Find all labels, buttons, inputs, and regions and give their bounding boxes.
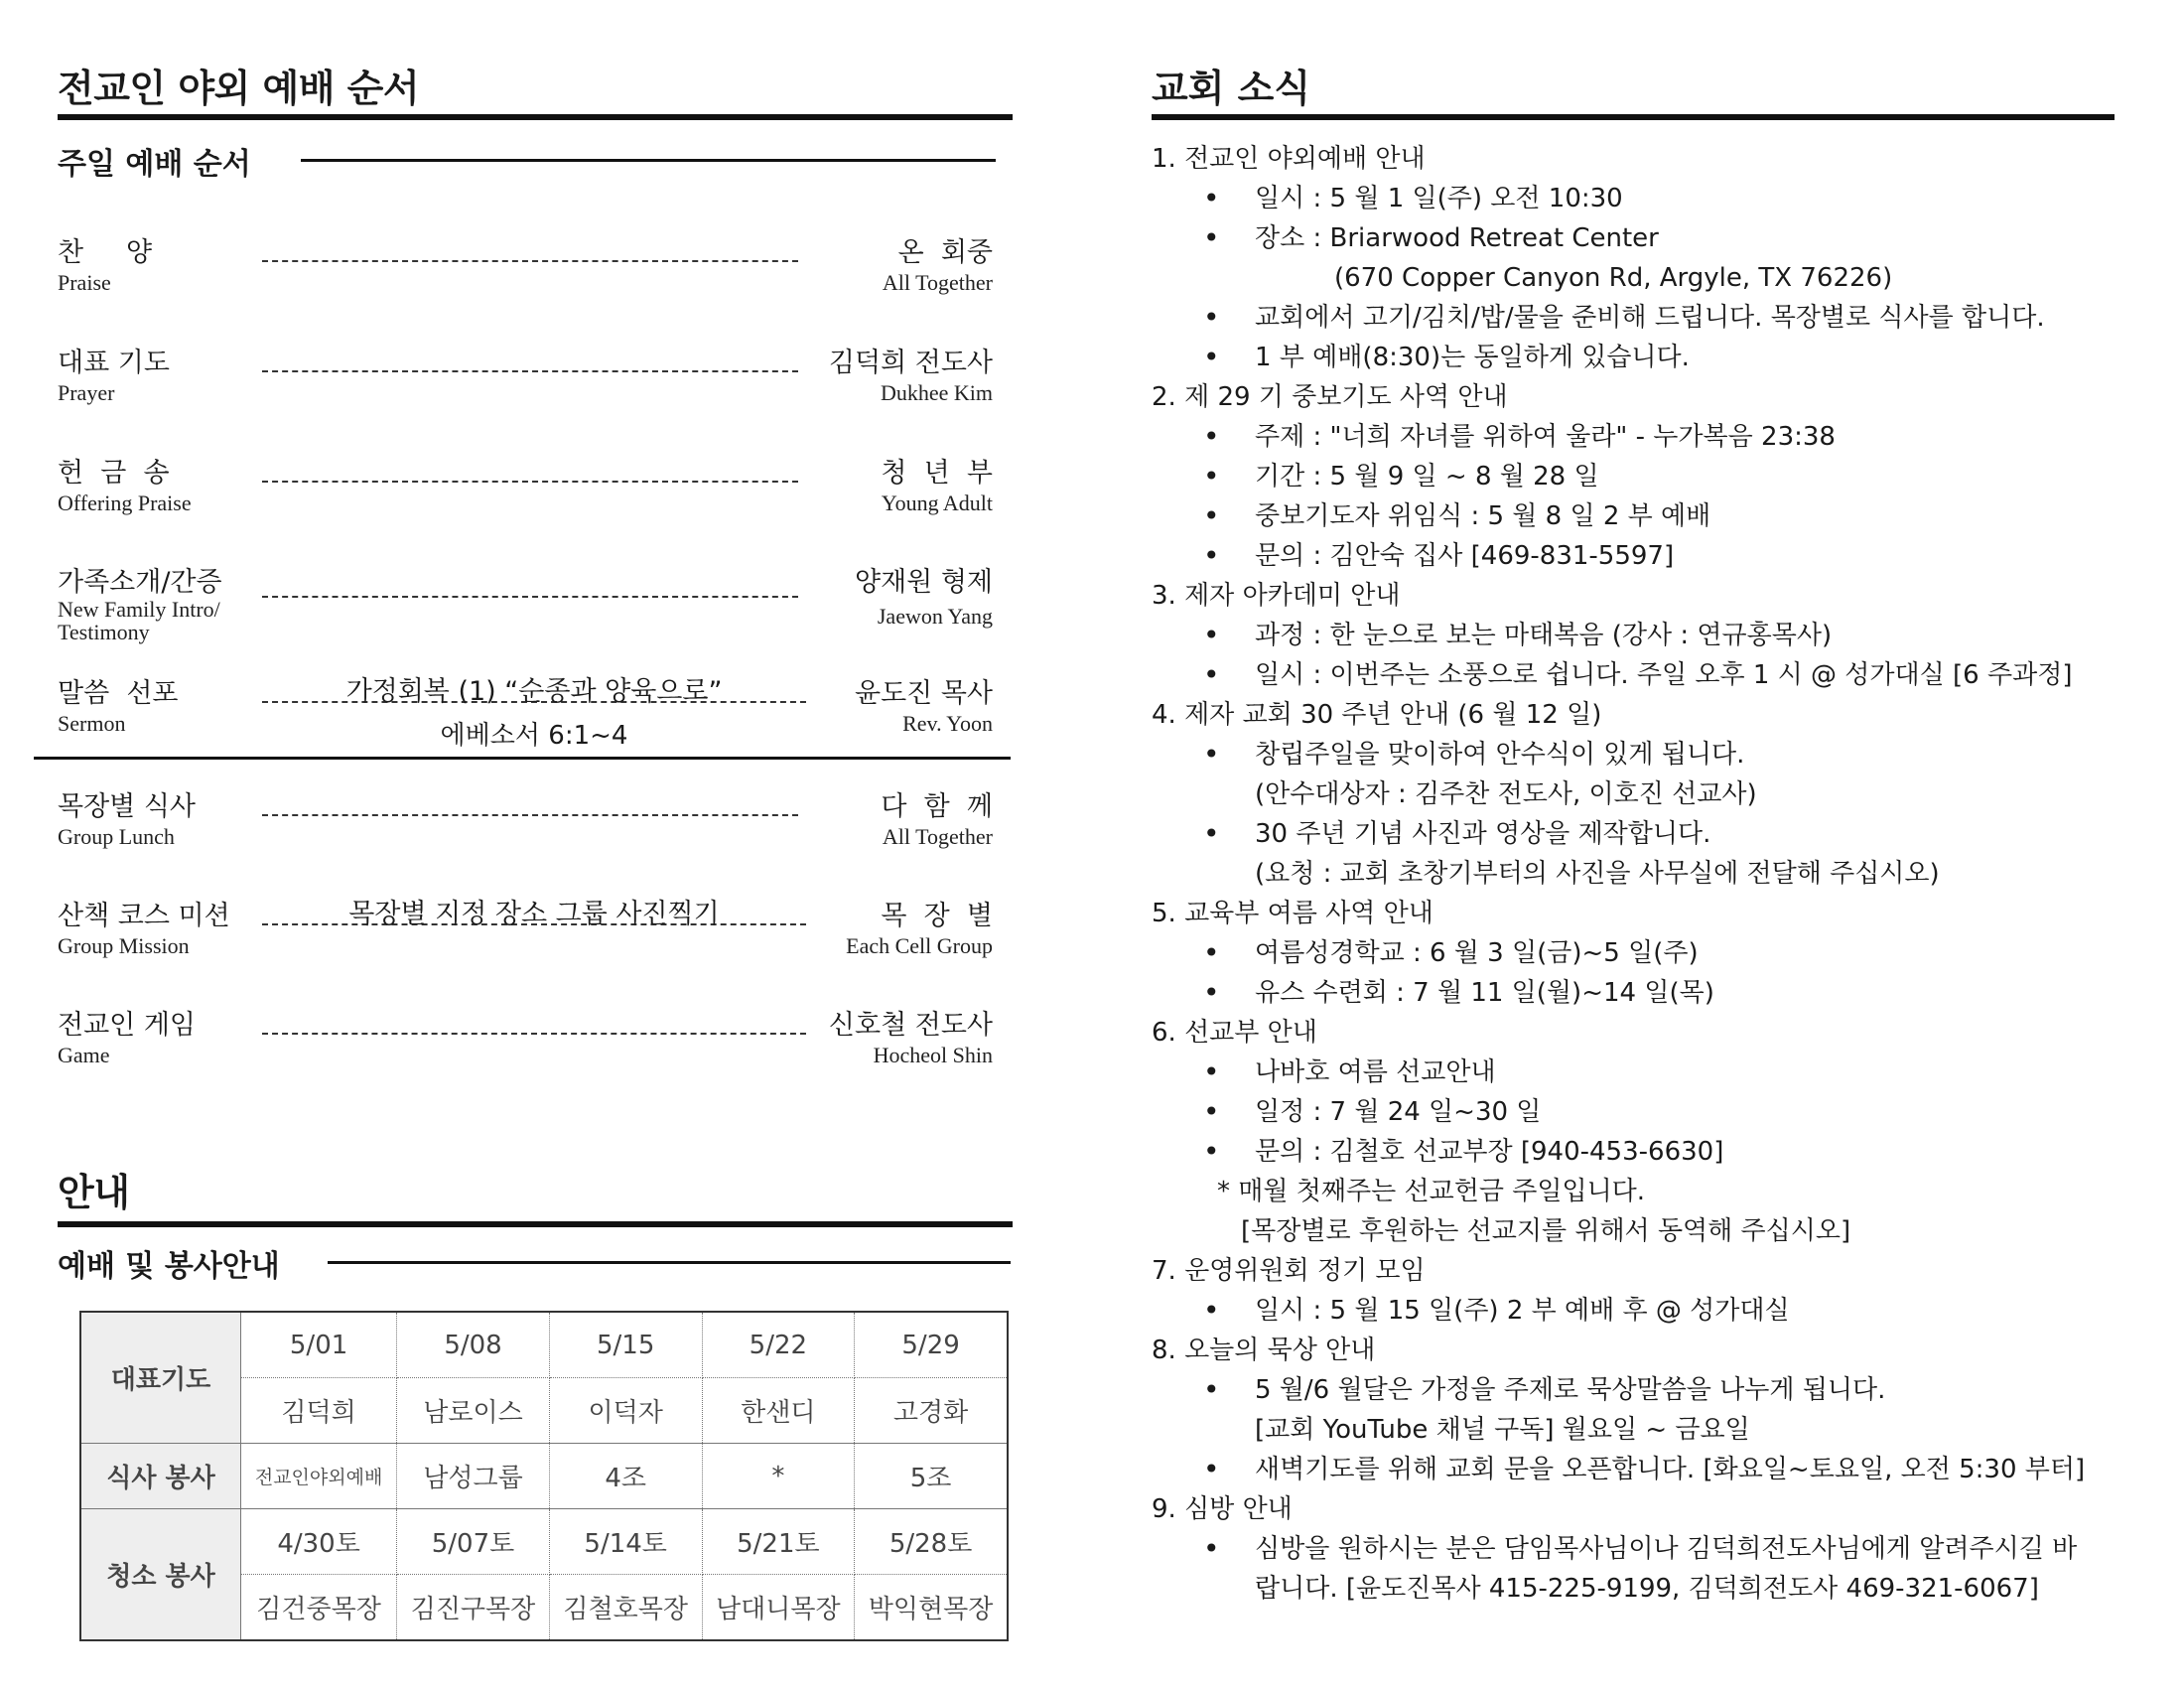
leader-dots <box>262 596 798 598</box>
news-bullets <box>1152 616 2174 695</box>
order-item-ko: 헌 금 송 <box>58 458 170 489</box>
list-item: • 기간 : 5 월 9 일 ~ 8 월 28 일 <box>1152 457 2174 496</box>
order-item-ko: 전교인 게임 <box>58 1010 196 1041</box>
order-leader-ko: 목 장 별 <box>881 901 993 931</box>
list-item: • 중보기도자 위임식 : 5 월 8 일 2 부 예배 <box>1152 496 2174 536</box>
table-cell: 남로이스 <box>397 1378 550 1444</box>
table-cell: 한샌디 <box>702 1378 855 1444</box>
news-bullets <box>1152 417 2174 576</box>
order-leader-ko: 김덕희 전도사 <box>828 348 993 378</box>
list-item: • 창립주일을 맞이하여 안수식이 있게 됩니다. <box>1152 735 2174 774</box>
news-heading: 6. 선교부 안내 <box>1152 1018 1317 1048</box>
order-item-ko: 목장별 식사 <box>58 791 196 822</box>
list-item-continued: (요청 : 교회 초창기부터의 사진을 사무실에 전달해 주십시오) <box>1255 859 1940 889</box>
order-leader-ko: 온 회중 <box>897 237 993 268</box>
title-rule <box>58 1221 1013 1227</box>
order-item-en: Offering Praise <box>58 491 192 515</box>
list-item: • 일시 : 5 월 1 일(주) 오전 10:30 <box>1152 179 2174 218</box>
row-header: 청소 봉사 <box>80 1509 241 1641</box>
order-row-lunch <box>0 784 1032 884</box>
order-row-game <box>0 1003 1032 1102</box>
list-item: • 나바호 여름 선교안내 <box>1152 1053 2174 1092</box>
table-cell: 5/22 <box>702 1312 855 1378</box>
order-leader-ko: 청 년 부 <box>881 458 993 489</box>
list-item: • 일시 : 5 월 15 일(주) 2 부 예배 후 @ 성가대실 <box>1152 1291 2174 1331</box>
order-leader-ko: 윤도진 목사 <box>855 678 993 709</box>
row-header: 대표기도 <box>80 1312 241 1444</box>
worship-title: 전교인 야외 예배 순서 <box>58 67 420 110</box>
table-row <box>80 1312 1008 1378</box>
leader-dots <box>262 1033 806 1035</box>
list-item: • 일시 : 이번주는 소풍으로 쉽니다. 주일 오후 1 시 @ 성가대실 [6 주과정] <box>1152 655 2174 695</box>
table-cell: 이덕자 <box>549 1378 702 1444</box>
order-row-testimony <box>0 560 1032 659</box>
list-item: • 문의 : 김철호 선교부장 [940-453-6630] <box>1152 1132 2174 1172</box>
leader-dots <box>262 370 798 372</box>
list-item: • 주제 : "너희 자녀를 위하여 울라" - 누가복음 23:38 <box>1152 417 2174 457</box>
news-bullets <box>1152 1450 2174 1489</box>
order-leader-en: Jaewon Yang <box>877 604 993 629</box>
notice-title: 안내 <box>58 1171 130 1214</box>
order-leader-en: Hocheol Shin <box>873 1043 993 1067</box>
table-cell: 박익현목장 <box>855 1575 1008 1641</box>
table-cell: 4/30토 <box>241 1509 397 1575</box>
order-leader-ko: 양재원 형제 <box>855 567 993 598</box>
list-item-continued: 랍니다. [윤도진목사 415-225-9199, 김덕희전도사 469-321-6067] <box>1255 1574 2039 1604</box>
table-cell: 김진구목장 <box>397 1575 550 1641</box>
news-heading: 9. 심방 안내 <box>1152 1494 1293 1524</box>
order-item-en: Praise <box>58 270 111 295</box>
list-item: • 일정 : 7 월 24 일~30 일 <box>1152 1092 2174 1132</box>
title-rule <box>58 114 1013 120</box>
table-cell: 5/07토 <box>397 1509 550 1575</box>
order-leader-en: Dukhee Kim <box>880 380 993 405</box>
notice-subtitle: 예배 및 봉사안내 <box>58 1249 280 1284</box>
order-row-praise <box>0 230 1032 330</box>
news-heading: 3. 제자 아카데미 안내 <box>1152 581 1401 611</box>
sermon-scripture: 에베소서 6:1~4 <box>440 721 628 751</box>
list-item: • 과정 : 한 눈으로 보는 마태복음 (강사 : 연규홍목사) <box>1152 616 2174 655</box>
news-heading: 2. 제 29 기 중보기도 사역 안내 <box>1152 382 1508 412</box>
news-heading: 5. 교육부 여름 사역 안내 <box>1152 899 1433 928</box>
leader-dots <box>262 814 798 816</box>
order-item-en: Prayer <box>58 380 115 405</box>
table-cell: 고경화 <box>855 1378 1008 1444</box>
worship-order-panel <box>0 0 1032 1688</box>
subtitle-rule <box>328 1261 1011 1264</box>
news-heading: 4. 제자 교회 30 주년 안내 (6 월 12 일) <box>1152 700 1602 730</box>
list-item: • 새벽기도를 위해 교회 문을 오픈합니다. [화요일~토요일, 오전 5:30 부터] <box>1152 1450 2174 1489</box>
row-header: 식사 봉사 <box>80 1444 241 1509</box>
order-item-ko: 산책 코스 미션 <box>58 901 230 931</box>
table-cell: 4조 <box>549 1444 702 1509</box>
order-leader-en: Each Cell Group <box>846 933 993 958</box>
mission-description: 목장별 지정 장소 그룹 사진찍기 <box>348 899 720 929</box>
news-bullets <box>1152 1053 2174 1172</box>
news-heading: 7. 운영위원회 정기 모임 <box>1152 1256 1426 1286</box>
sermon-title: 가정회복 (1) “순종과 양육으로” <box>345 676 723 707</box>
table-row <box>80 1444 1008 1509</box>
list-item: • 유스 수련회 : 7 월 11 일(월)~14 일(목) <box>1152 973 2174 1013</box>
title-rule <box>1152 114 2115 120</box>
news-bullets <box>1152 933 2174 1013</box>
table-cell: 5/21토 <box>702 1509 855 1575</box>
table-cell: * <box>702 1444 855 1509</box>
table-cell: 5/28토 <box>855 1509 1008 1575</box>
worship-subtitle: 주일 예배 순서 <box>58 147 251 182</box>
order-row-prayer <box>0 341 1032 440</box>
order-item-en: Game <box>58 1043 110 1067</box>
mission-note: [목장별로 후원하는 선교지를 위해서 동역해 주십시오] <box>1241 1216 1851 1246</box>
order-item-ko: 찬 양 <box>58 237 153 268</box>
mission-note: * 매월 첫째주는 선교헌금 주일입니다. <box>1217 1177 1646 1206</box>
order-item-en: Group Mission <box>58 933 190 958</box>
news-list <box>1152 139 2174 1609</box>
subtitle-rule <box>301 159 996 162</box>
table-cell: 전교인야외예배 <box>241 1444 397 1509</box>
news-bullets <box>1152 735 2174 774</box>
news-bullets <box>1152 179 2174 258</box>
table-cell: 5조 <box>855 1444 1008 1509</box>
table-cell: 5/01 <box>241 1312 397 1378</box>
church-news-panel <box>1142 0 2184 1688</box>
order-leader-ko: 다 함 께 <box>881 791 993 822</box>
news-bullets <box>1152 1529 2174 1569</box>
order-leader-en: Rev. Yoon <box>902 711 993 736</box>
list-item: • 5 월/6 월달은 가정을 주제로 묵상말씀을 나누게 됩니다. <box>1152 1370 2174 1410</box>
list-item: • 여름성경학교 : 6 월 3 일(금)~5 일(주) <box>1152 933 2174 973</box>
table-cell: 김철호목장 <box>549 1575 702 1641</box>
order-leader-en: Young Adult <box>881 491 993 515</box>
news-heading: 8. 오늘의 묵상 안내 <box>1152 1336 1376 1365</box>
table-cell: 5/14토 <box>549 1509 702 1575</box>
news-bullets <box>1152 1370 2174 1410</box>
list-item: • 1 부 예배(8:30)는 동일하게 있습니다. <box>1152 338 2174 377</box>
section-divider <box>34 757 1011 760</box>
order-item-ko: 가족소개/간증 <box>58 567 222 598</box>
table-cell: 5/08 <box>397 1312 550 1378</box>
table-cell: 5/15 <box>549 1312 702 1378</box>
order-leader-en: All Together <box>882 270 993 295</box>
order-item-en: New Family Intro/ Testimony <box>58 597 220 644</box>
order-leader-ko: 신호철 전도사 <box>828 1010 993 1041</box>
list-item-continued: (670 Copper Canyon Rd, Argyle, TX 76226) <box>1334 263 1893 293</box>
list-item: • 30 주년 기념 사진과 영상을 제작합니다. <box>1152 814 2174 854</box>
order-item-ko: 말씀 선포 <box>58 678 179 709</box>
service-schedule-table <box>79 1311 1009 1641</box>
order-item-en: Sermon <box>58 711 126 736</box>
list-item: • 심방을 원하시는 분은 담임목사님이나 김덕희전도사님에게 알려주시길 바 <box>1152 1529 2174 1569</box>
table-row <box>80 1509 1008 1575</box>
news-bullets <box>1152 814 2174 854</box>
list-item: • 교회에서 고기/김치/밥/물을 준비해 드립니다. 목장별로 식사를 합니다. <box>1152 298 2174 338</box>
news-bullets <box>1152 1291 2174 1331</box>
order-item-en: Group Lunch <box>58 824 175 849</box>
list-item: • 문의 : 김안숙 집사 [469-831-5597] <box>1152 536 2174 576</box>
order-row-mission <box>0 894 1032 993</box>
order-item-ko: 대표 기도 <box>58 348 170 378</box>
table-cell: 김건중목장 <box>241 1575 397 1641</box>
list-item-continued: (안수대상자 : 김주찬 전도사, 이호진 선교사) <box>1255 779 1757 809</box>
leader-dots <box>262 481 798 483</box>
leader-dots <box>262 260 798 262</box>
order-leader-en: All Together <box>882 824 993 849</box>
news-heading: 1. 전교인 야외예배 안내 <box>1152 144 1426 174</box>
news-bullets <box>1152 298 2174 377</box>
table-cell: 5/29 <box>855 1312 1008 1378</box>
order-row-sermon <box>0 671 1032 771</box>
news-title: 교회 소식 <box>1152 67 1311 110</box>
list-item: • 장소 : Briarwood Retreat Center <box>1152 218 2174 258</box>
order-row-offering <box>0 451 1032 550</box>
table-cell: 남성그룹 <box>397 1444 550 1509</box>
table-cell: 남대니목장 <box>702 1575 855 1641</box>
table-cell: 김덕희 <box>241 1378 397 1444</box>
list-item-continued: [교회 YouTube 채널 구독] 월요일 ~ 금요일 <box>1255 1415 1750 1445</box>
